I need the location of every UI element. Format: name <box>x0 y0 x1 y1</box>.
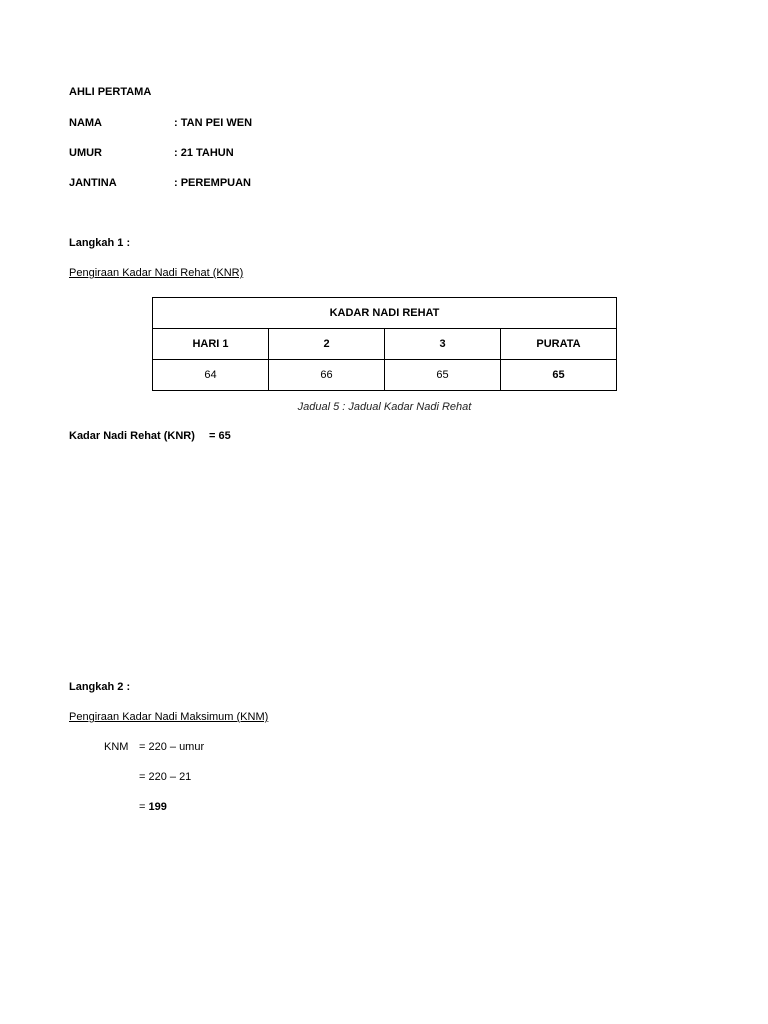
member-heading: AHLI PERTAMA <box>69 86 152 98</box>
gender-label: JANTINA <box>69 177 117 189</box>
table-header: KADAR NADI REHAT <box>153 298 617 329</box>
value-day2: 66 <box>269 360 385 391</box>
value-day3: 65 <box>385 360 501 391</box>
knm-formula-label: KNM <box>104 741 129 753</box>
value-average: 65 <box>501 360 617 391</box>
step1-title: Pengiraan Kadar Nadi Rehat (KNR) <box>69 267 244 279</box>
knr-result-label: Kadar Nadi Rehat (KNR) <box>69 430 195 442</box>
name-value: : TAN PEI WEN <box>174 117 253 129</box>
knm-result: 199 <box>148 801 167 813</box>
resting-heart-rate-table <box>152 297 617 391</box>
step1-label: Langkah 1 : <box>69 237 131 249</box>
column-header-average: PURATA <box>501 329 617 360</box>
knr-result-value: = 65 <box>209 430 231 442</box>
table-caption: Jadual 5 : Jadual Kadar Nadi Rehat <box>297 401 472 413</box>
gender-value: : PEREMPUAN <box>174 177 252 189</box>
knm-formula-line3 <box>139 801 167 813</box>
name-label: NAMA <box>69 117 102 129</box>
age-value: : 21 TAHUN <box>174 147 234 159</box>
column-header-day2: 2 <box>269 329 385 360</box>
age-label: UMUR <box>69 147 102 159</box>
knm-equals: = <box>139 801 149 813</box>
column-header-day1: HARI 1 <box>153 329 269 360</box>
step2-label: Langkah 2 : <box>69 681 131 693</box>
step2-title: Pengiraan Kadar Nadi Maksimum (KNM) <box>69 711 269 723</box>
column-header-day3: 3 <box>385 329 501 360</box>
knm-formula-line1: = 220 – umur <box>139 741 205 753</box>
value-day1: 64 <box>153 360 269 391</box>
knm-formula-line2: = 220 – 21 <box>139 771 192 783</box>
